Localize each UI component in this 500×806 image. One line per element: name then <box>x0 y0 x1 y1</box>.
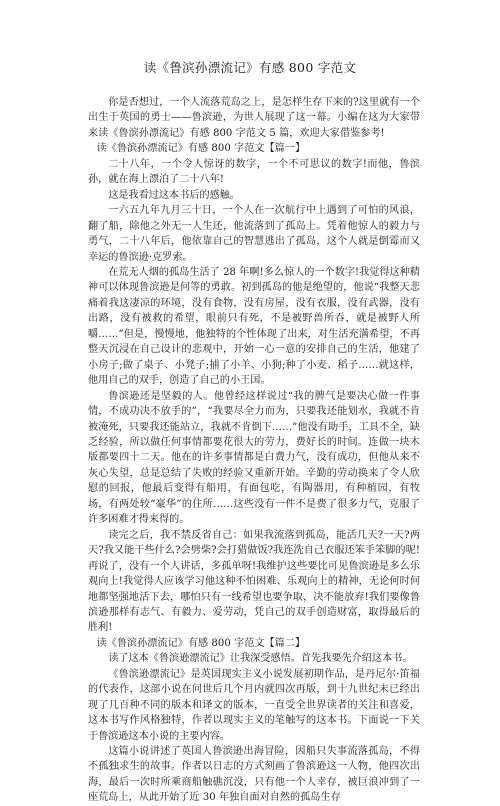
body-paragraph: 鲁滨逊还是坚毅的人。他曾经这样说过“我的脾气是要决心做一件事情，不成功决不放手的”，“我要尽全力而为，只要我还能划水，我就不肯被淹死，只要我还能站立，我就不肯倒下……”他没有助手，工具不全，缺乏经验，所以做任何事情都要花很大的劳力，费好长的时间。连做一块木版都要四十二天。他在的许多事情都是白费力气，没有成功，但他从来不灰心失望，总是总结了失败的经验又重新开始。辛勤的劳动换来了令人欣慰的回报，他最后变得有船用，有面包吃，有陶器用，有种植园，有牧场，有两处较“豪华”的住所……这些没有一件不是费了很多力气，克服了许多困难才得来得的。 <box>88 390 420 526</box>
body-paragraph: 这篇小说讲述了英国人鲁滨逊出海冒险，因船只失事流落孤岛，不得不孤独求生的故事。作者以日志的方式刻画了鲁滨逊这一人物，他四次出海，最后一次时所乘商船触礁沉没，只有他一个人幸存，被巨浪冲到了一座荒岛上，从此开始了近 30 年独自面对自然的孤岛生存 <box>88 746 420 804</box>
body-paragraph: 二十八年，一个令人惊讶的数字，一个不可思议的数字!而他，鲁滨孙，就在海上漂泊了二十八年! <box>88 158 420 186</box>
document-body <box>88 95 420 806</box>
body-paragraph: 在荒无人烟的孤岛生活了 28 年啊!多么惊人的一个数字!我觉得这种精神可以体现鲁滨逊是何等的勇敢。初到孤岛的他是绝望的，他说“我整天悲痛着我这凄凉的环境，没有食物，没有房屋，没有衣服，没有武器，没有出路，没有被救的希望，眼前只有死，不是被野兽所吞，就是被野人所嚼……”但是，慢慢地，他独特的个性体现了出来，对生活充满希望，不再整天沉浸在自己设计的悲观中，开始一心一意的安排自己的生活，他建了小房子;做了桌子、小凳子;捕了小羊、小狗;种了小麦、稻子……就这样，他用自己的双手，创造了自己的小王国。 <box>88 266 420 387</box>
section-heading: 读《鲁滨孙漂流记》有感 800 字范文【篇二】 <box>96 637 306 649</box>
body-paragraph: 读了这本《鲁滨逊漂流记》让我深受感悟。首先我要先介绍这本书。 <box>108 653 413 665</box>
body-paragraph: 一六五九年九月三十日，一个人在一次航行中上遇到了可怕的风浪，翻了船，除他之外无一人生还，他流落到了孤岛上。凭着他惊人的毅力与勇气，二十八年后，他依靠自己的智慧逃出了孤岛，这个人就是倒霉而又幸运的鲁滨逊·克罗索。 <box>88 205 420 263</box>
section-heading: 读《鲁滨孙漂流记》有感 800 字范文【篇一】 <box>96 143 306 155</box>
body-paragraph: 你是否想过，一个人流落荒岛之上，是怎样生存下来的?这里就有一个出生于英国的勇士——鲁滨逊，为世人展现了这一幕。小编在这为大家带来读《鲁滨孙漂流记》有感 800 字范文 5 篇，欢迎大家借鉴参考! <box>88 97 420 139</box>
body-paragraph: 读完之后，我不禁反省自己：如果我流落到孤岛，能活几天?一天?两天?我又能干些什么?会劈柴?会打猎做饭?我连洗自己衣服还笨手笨脚的呢!再说了，没有一个人讲话，多孤单呀!我维护这些要比可见鲁滨逊是多么乐观向上!我觉得人应该学习他这种不怕困难、乐观向上的精神，无论何时何地都坚强地活下去，哪怕只有一线希望也要争取，决不能放弃!我们要像鲁滨逊那样有志气、有毅力、爱劳动，凭自己的双手创造财富，取得最后的胜利! <box>88 529 420 634</box>
body-paragraph: 《鲁滨逊漂流记》是英国现实主义小说发展初期作品，是丹尼尔·笛福的代表作，这部小说在问世后几个月内就四次再版，到十九世纪末已经出现了几百种不同的版本和译文的版本，一直受全世界读者的关注和喜爱，这本书写作风格独特，作者以现实主义的笔触写的这本书。下面说一下关于鲁滨逊这本小说的主要内容。 <box>88 668 420 742</box>
body-paragraph: 这是我看过这本书后的感触。 <box>108 189 241 201</box>
document-title: 读《鲁滨孙漂流记》有感 800 字范文 <box>143 60 357 75</box>
